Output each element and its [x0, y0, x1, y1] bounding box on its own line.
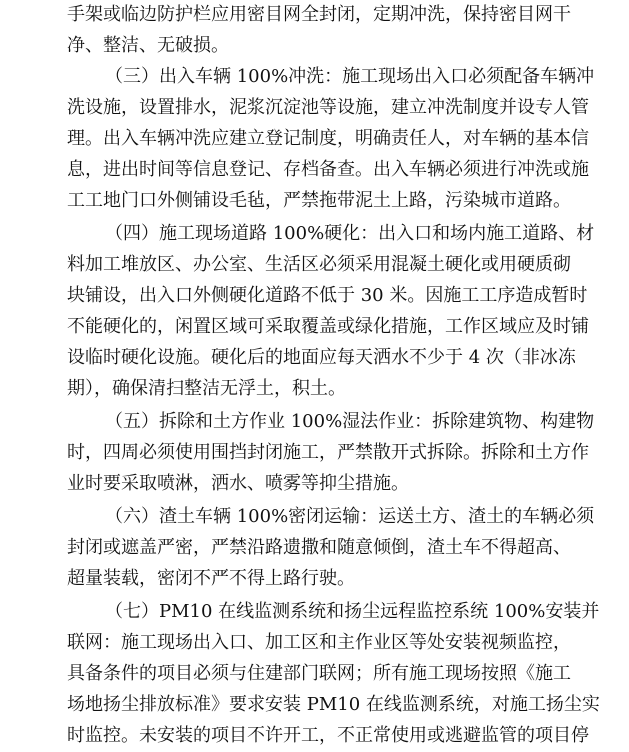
text-line: 具备条件的项目必须与住建部门联网；所有施工现场按照《施工 — [67, 663, 571, 684]
text-line: 场地扬尘排放标准》要求安装 PM10 在线监测系统，对施工扬尘实 — [67, 694, 600, 715]
paragraph-5-start: （五）拆除和土方作业 100%湿法作业：拆除建筑物、构建物 — [105, 411, 595, 432]
text-line: 手架或临边防护栏应用密目网全封闭，定期冲洗，保持密目网干 — [67, 4, 571, 25]
paragraph-7-start: （七）PM10 在线监测系统和扬尘远程监控系统 100%安装并 — [105, 601, 600, 622]
text-line: 息，进出时间等信息登记、存档备查。出入车辆必须进行冲洗或施 — [67, 159, 589, 180]
text-line: 工工地门口外侧铺设毛毡，严禁拖带泥土上路，污染城市道路。 — [67, 190, 571, 211]
text-line: 封闭或遮盖严密，严禁沿路遗撒和随意倾倒，渣土车不得超高、 — [67, 537, 571, 558]
text-line: 洗设施，设置排水，泥浆沉淀池等设施，建立冲洗制度并设专人管 — [67, 97, 589, 118]
paragraph-6-start: （六）渣土车辆 100%密闭运输：运送土方、渣土的车辆必须 — [105, 506, 595, 527]
text-line: 超量装载，密闭不严不得上路行驶。 — [67, 568, 355, 589]
text-line: 设临时硬化设施。硬化后的地面应每天洒水不少于 4 次（非冰冻 — [67, 347, 576, 368]
text-line: 时，四周必须使用围挡封闭施工，严禁散开式拆除。拆除和土方作 — [67, 442, 589, 463]
text-line: 时监控。未安装的项目不许开工，不正常使用或逃避监管的项目停 — [67, 725, 589, 746]
text-line: 净、整洁、无破损。 — [67, 35, 229, 56]
paragraph-4-start: （四）施工现场道路 100%硬化：出入口和场内施工道路、材 — [105, 223, 595, 244]
text-line: 业时要采取喷淋，洒水、喷雾等抑尘措施。 — [67, 473, 409, 494]
text-line: 块铺设，出入口外侧硬化道路不低于 30 米。因施工工序造成暂时 — [67, 285, 588, 306]
text-line: 联网：施工现场出入口、加工区和主作业区等处安装视频监控， — [67, 632, 571, 653]
paragraph-3-start: （三）出入车辆 100%冲洗：施工现场出入口必须配备车辆冲 — [105, 66, 595, 87]
text-line: 期），确保清扫整洁无浮土，积土。 — [67, 378, 346, 399]
text-line: 料加工堆放区、办公室、生活区必须采用混凝土硬化或用硬质砌 — [67, 254, 571, 275]
text-line: 不能硬化的，闲置区域可采取覆盖或绿化措施，工作区域应及时铺 — [67, 316, 589, 337]
text-line: 理。出入车辆冲洗应建立登记制度，明确责任人，对车辆的基本信 — [67, 128, 589, 149]
